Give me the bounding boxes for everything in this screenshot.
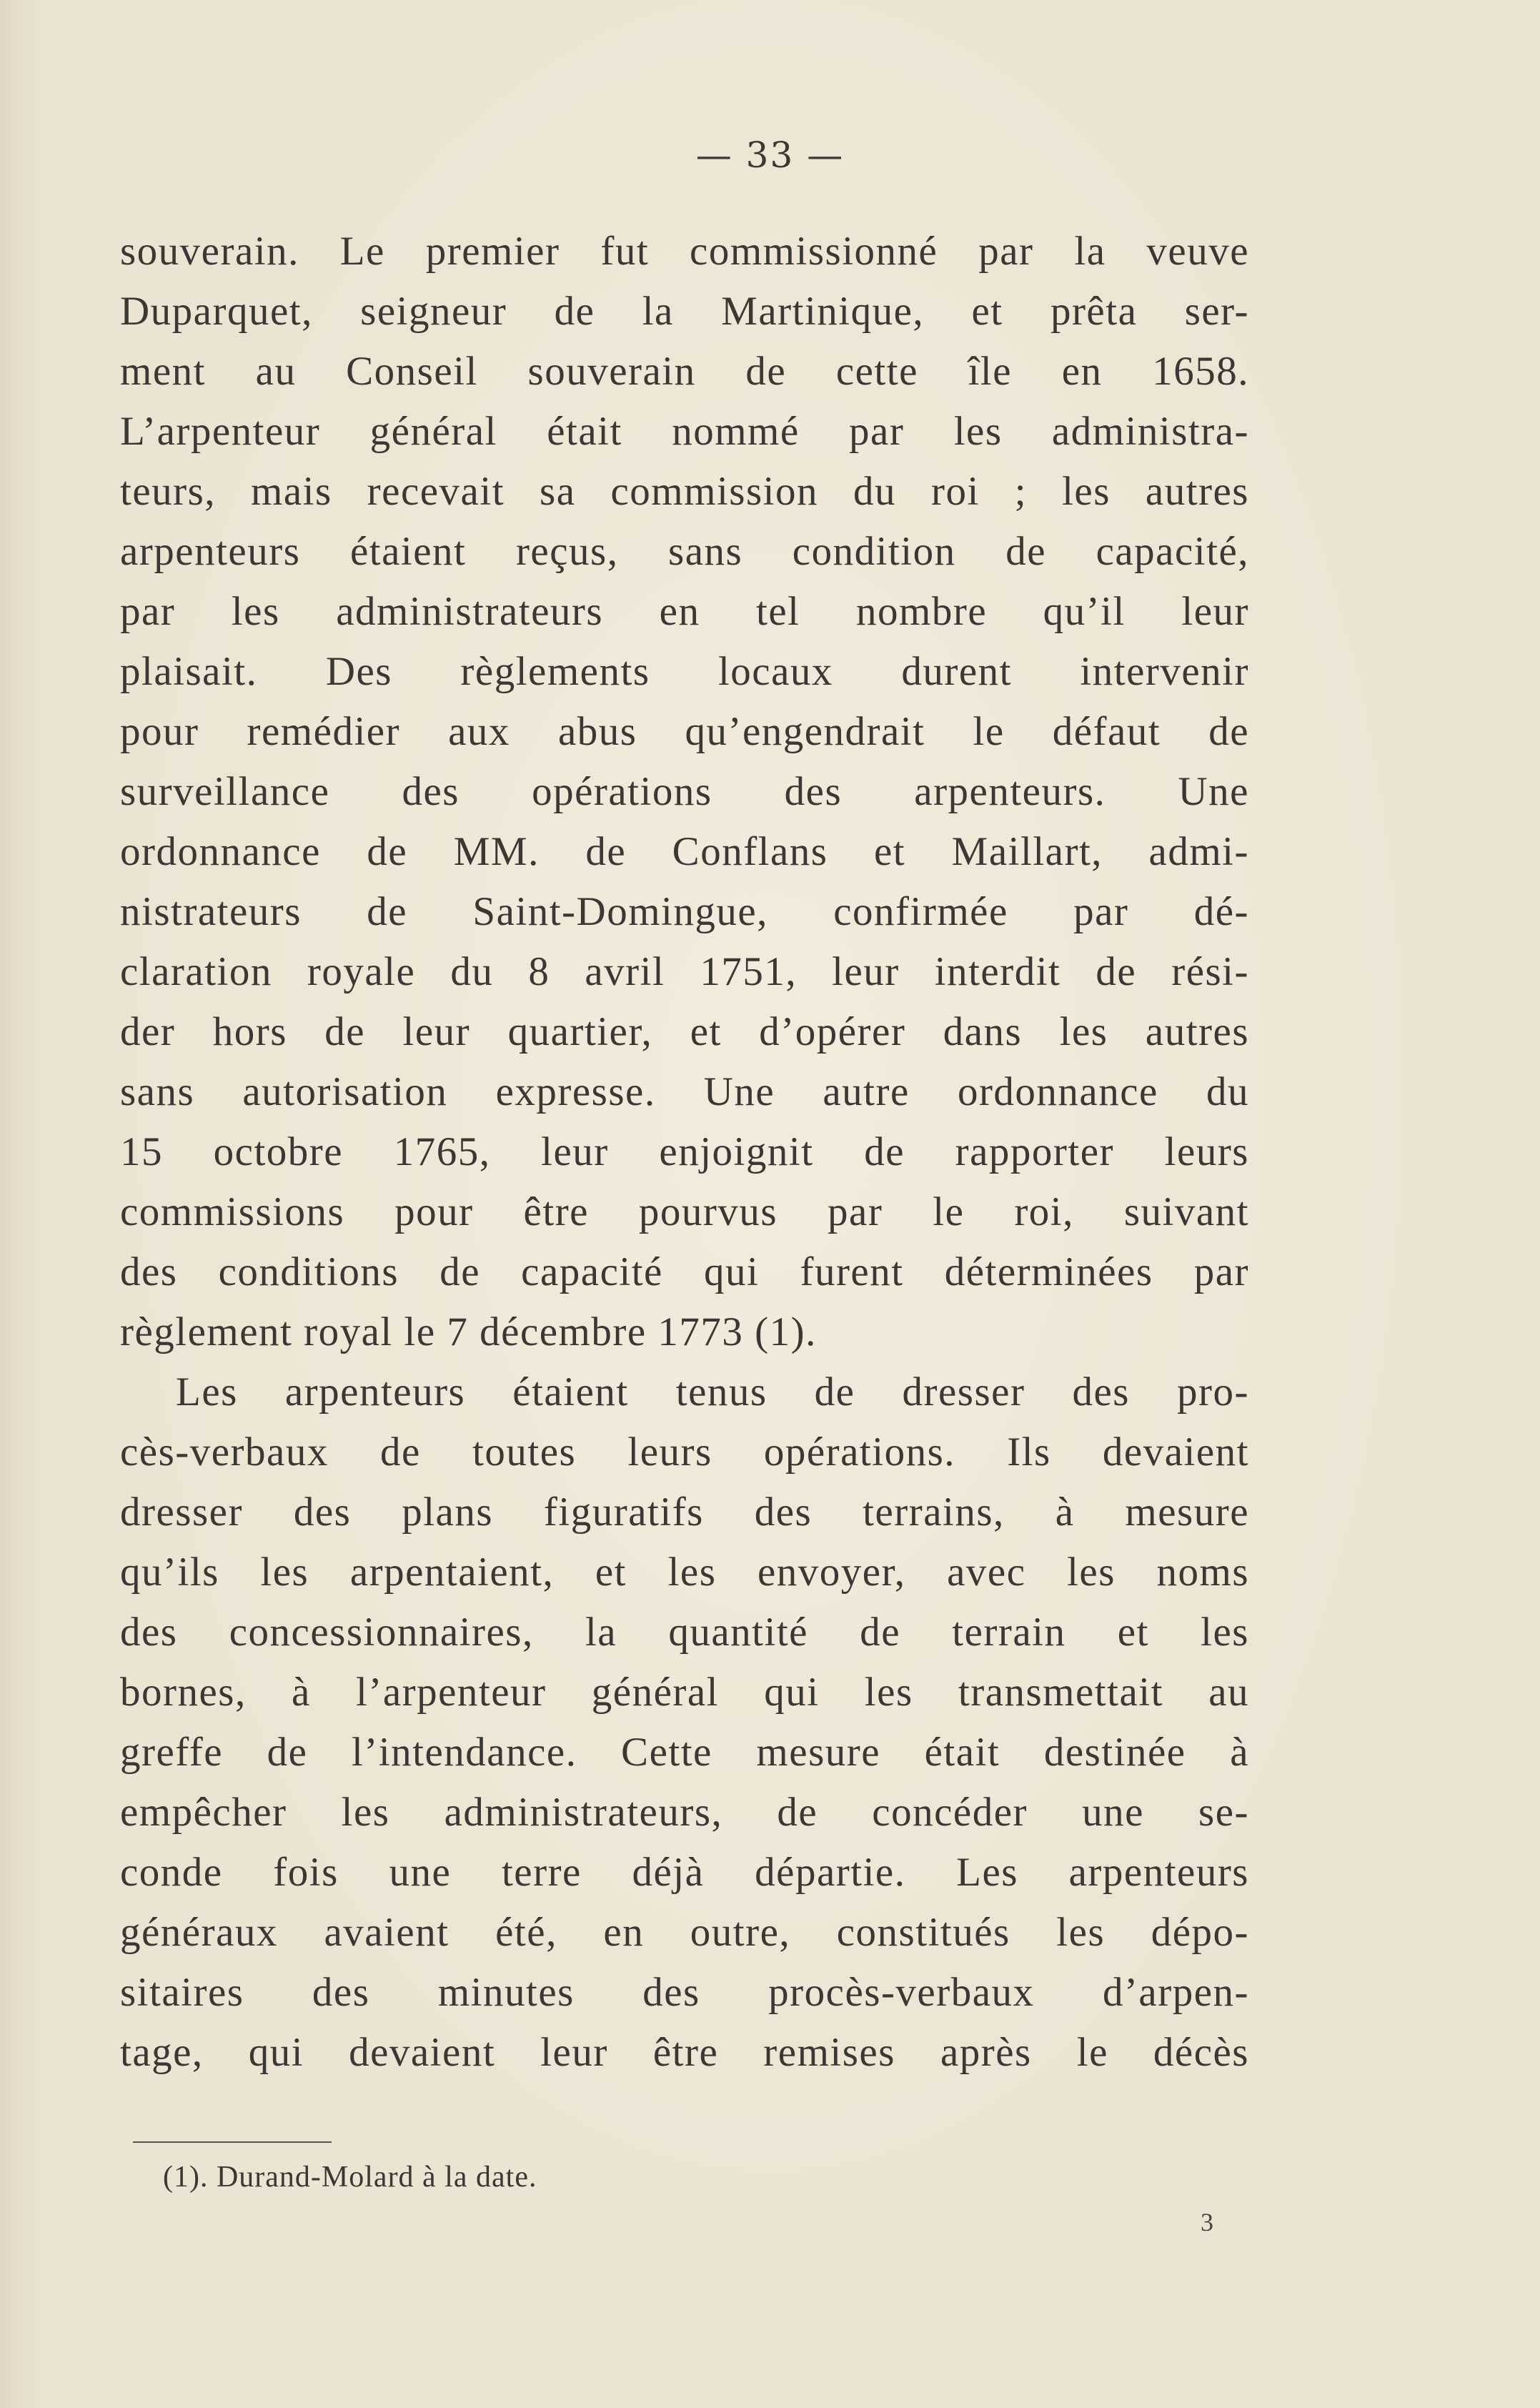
text-line: empêcher les administrateurs, de concéder une se- (120, 1790, 1249, 1835)
text-line: teurs, mais recevait sa commission du roi ; les autres (120, 469, 1249, 514)
text-line: nistrateurs de Saint-Domingue, confirmée par dé- (120, 889, 1249, 934)
text-line: ordonnance de MM. de Conflans et Maillart, admi- (120, 829, 1249, 874)
text-line: dresser des plans figuratifs des terrains, à mesure (120, 1490, 1249, 1535)
text-line: bornes, à l’arpenteur général qui les transmettait au (120, 1670, 1249, 1715)
text-line: 15 octobre 1765, leur enjoignit de rapporter leurs (120, 1129, 1249, 1174)
body-text (120, 222, 1249, 2083)
page-number: — 33 — (695, 134, 845, 176)
text-line: greffe de l’intendance. Cette mesure était destinée à (120, 1730, 1249, 1775)
signature-mark: 3 (1201, 2208, 1213, 2236)
text-line: des concessionnaires, la quantité de terrain et les (120, 1610, 1249, 1655)
text-line: plaisait. Des règlements locaux durent intervenir (120, 649, 1249, 694)
text-line: pour remédier aux abus qu’engendrait le défaut de (120, 709, 1249, 754)
footnote-divider (133, 2141, 332, 2143)
text-line: souverain. Le premier fut commissionné par la veuve (120, 229, 1249, 274)
text-line: des conditions de capacité qui furent déterminées par (120, 1249, 1249, 1294)
text-line: qu’ils les arpentaient, et les envoyer, avec les noms (120, 1550, 1249, 1595)
text-line: L’arpenteur général était nommé par les administra- (120, 409, 1249, 454)
text-line: tage, qui devaient leur être remises après le décès (120, 2030, 1249, 2075)
footnote: (1). Durand-Molard à la date. (163, 2161, 537, 2194)
text-line: commissions pour être pourvus par le roi, suivant (120, 1189, 1249, 1234)
text-line: arpenteurs étaient reçus, sans condition de capacité, (120, 529, 1249, 574)
text-line: généraux avaient été, en outre, constitués les dépo- (120, 1910, 1249, 1955)
text-line: sans autorisation expresse. Une autre ordonnance du (120, 1069, 1249, 1114)
text-line: par les administrateurs en tel nombre qu’il leur (120, 589, 1249, 634)
text-line: règlement royal le 7 décembre 1773 (1). (120, 1309, 817, 1354)
text-line: conde fois une terre déjà départie. Les arpenteurs (120, 1850, 1249, 1895)
text-line: claration royale du 8 avril 1751, leur interdit de rési- (120, 949, 1249, 994)
text-line: der hors de leur quartier, et d’opérer dans les autres (120, 1009, 1249, 1054)
text-line: sitaires des minutes des procès-verbaux d’arpen- (120, 1970, 1249, 2015)
text-line: cès-verbaux de toutes leurs opérations. Ils devaient (120, 1430, 1249, 1475)
text-line: ment au Conseil souverain de cette île en 1658. (120, 349, 1249, 394)
text-line: Duparquet, seigneur de la Martinique, et prêta ser- (120, 289, 1249, 334)
text-line: surveillance des opérations des arpenteurs. Une (120, 769, 1249, 814)
text-line: Les arpenteurs étaient tenus de dresser des pro- (176, 1369, 1249, 1414)
